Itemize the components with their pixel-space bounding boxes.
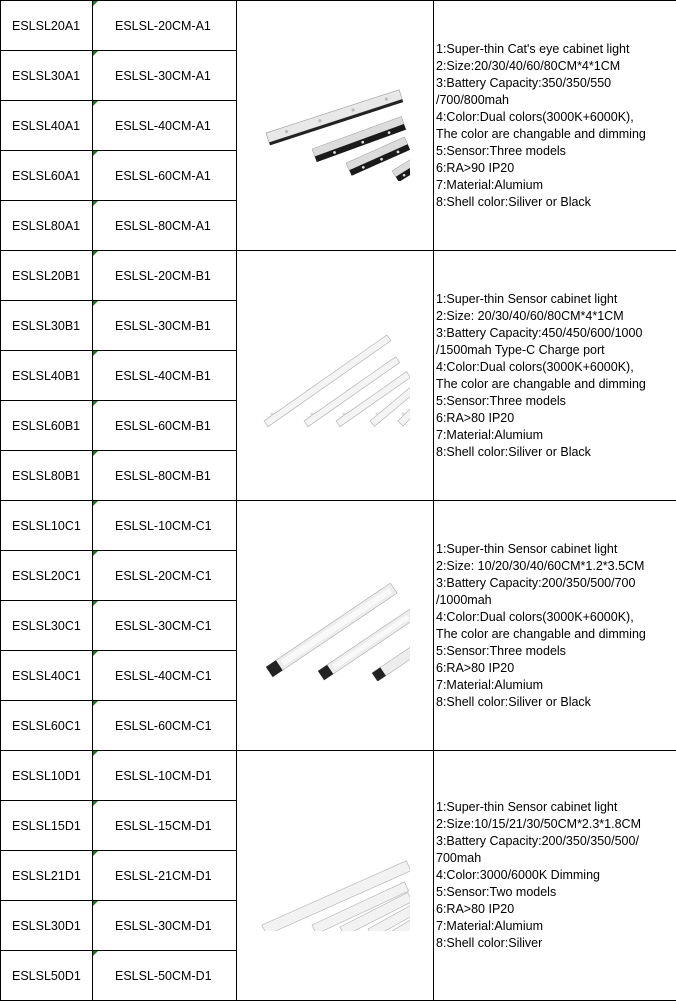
spec-line: 3:Battery Capacity:200/350/500/700: [436, 575, 636, 590]
spec-line: 1:Super-thin Sensor cabinet light: [436, 291, 618, 306]
model-cell: ESLSL10C1: [1, 501, 93, 551]
spec-line: 3:Battery Capacity:200/350/350/500/: [436, 834, 639, 848]
product-code-cell: ESLSL-30CM-D1: [93, 901, 237, 951]
spec-line: The color are changable and dimming: [436, 126, 646, 141]
table-row: [1, 251, 676, 301]
spec-line: The color are changable and dimming: [436, 626, 646, 641]
spec-line: 5:Sensor:Two models: [436, 885, 557, 899]
model-cell: ESLSL30C1: [1, 601, 93, 651]
product-code-cell: ESLSL-20CM-A1: [93, 1, 237, 51]
product-code-cell: ESLSL-15CM-D1: [93, 801, 237, 851]
spec-line: 5:Sensor:Three models: [436, 143, 566, 158]
spec-line: 8:Shell color:Siliver or Black: [436, 694, 591, 709]
spec-line: 3:Battery Capacity:350/350/550: [436, 75, 612, 90]
model-cell: ESLSL40A1: [1, 101, 93, 151]
spec-line: /1000mah: [436, 592, 492, 607]
spec-line: The color are changable and dimming: [436, 376, 646, 391]
product-code-cell: ESLSL-40CM-B1: [93, 351, 237, 401]
model-cell: ESLSL20B1: [1, 251, 93, 301]
product-code-cell: ESLSL-40CM-C1: [93, 651, 237, 701]
spec-description-cell: [434, 251, 676, 501]
product-code-cell: ESLSL-30CM-A1: [93, 51, 237, 101]
spec-line: 7:Material:Alumium: [436, 177, 543, 192]
spec-description-cell: [434, 501, 676, 751]
spec-line: 4:Color:3000/6000K Dimming: [436, 868, 600, 882]
model-cell: ESLSL20C1: [1, 551, 93, 601]
spec-line: 7:Material:Alumium: [436, 427, 543, 442]
product-code-cell: ESLSL-30CM-C1: [93, 601, 237, 651]
product-code-cell: ESLSL-60CM-B1: [93, 401, 237, 451]
product-code-cell: ESLSL-21CM-D1: [93, 851, 237, 901]
model-cell: ESLSL40C1: [1, 651, 93, 701]
spec-line: 8:Shell color:Siliver or Black: [436, 444, 591, 459]
product-code-cell: ESLSL-10CM-C1: [93, 501, 237, 551]
model-cell: ESLSL30B1: [1, 301, 93, 351]
spec-line: 8:Shell color:Siliver: [436, 936, 543, 950]
spec-line: 5:Sensor:Three models: [436, 393, 566, 408]
model-cell: ESLSL15D1: [1, 801, 93, 851]
table-row: [1, 751, 676, 801]
spec-line: 2:Size:10/15/21/30/50CM*2.3*1.8CM: [436, 817, 641, 831]
sensor-light-b1-product-image: [237, 251, 434, 501]
spec-line: 7:Material:Alumium: [436, 919, 543, 933]
product-code-cell: ESLSL-60CM-A1: [93, 151, 237, 201]
spec-line: 4:Color:Dual colors(3000K+6000K),: [436, 609, 634, 624]
product-code-cell: ESLSL-20CM-B1: [93, 251, 237, 301]
table-row: [1, 501, 676, 551]
product-code-cell: ESLSL-40CM-A1: [93, 101, 237, 151]
model-cell: ESLSL30D1: [1, 901, 93, 951]
model-cell: ESLSL50D1: [1, 951, 93, 1001]
spec-line: 3:Battery Capacity:450/450/600/1000: [436, 325, 643, 340]
product-code-cell: ESLSL-50CM-D1: [93, 951, 237, 1001]
spec-line: 6:RA>90 IP20: [436, 160, 515, 175]
spec-line: 4:Color:Dual colors(3000K+6000K),: [436, 359, 634, 374]
model-cell: ESLSL10D1: [1, 751, 93, 801]
spec-line: 700mah: [436, 851, 482, 865]
spec-line: 8:Shell color:Siliver or Black: [436, 194, 591, 209]
spec-line: 5:Sensor:Three models: [436, 643, 566, 658]
product-code-cell: ESLSL-80CM-B1: [93, 451, 237, 501]
product-code-cell: ESLSL-60CM-C1: [93, 701, 237, 751]
cats-eye-light-product-image: [237, 1, 434, 251]
spec-line: 2:Size:20/30/40/60/80CM*4*1CM: [436, 58, 621, 73]
spec-description-cell: [434, 1, 676, 251]
spec-line: 2:Size: 20/30/40/60/80CM*4*1CM: [436, 308, 624, 323]
spec-line: /700/800mah: [436, 92, 509, 107]
model-cell: ESLSL40B1: [1, 351, 93, 401]
product-code-cell: ESLSL-10CM-D1: [93, 751, 237, 801]
product-code-cell: ESLSL-20CM-C1: [93, 551, 237, 601]
model-cell: ESLSL30A1: [1, 51, 93, 101]
model-cell: ESLSL21D1: [1, 851, 93, 901]
product-code-cell: ESLSL-80CM-A1: [93, 201, 237, 251]
model-cell: ESLSL80A1: [1, 201, 93, 251]
spec-line: 1:Super-thin Cat's eye cabinet light: [436, 41, 630, 56]
product-code-cell: ESLSL-30CM-B1: [93, 301, 237, 351]
spec-line: 4:Color:Dual colors(3000K+6000K),: [436, 109, 634, 124]
spec-line: 6:RA>80 IP20: [436, 660, 515, 675]
spec-line: 6:RA>80 IP20: [436, 410, 515, 425]
spec-line: 6:RA>80 IP20: [436, 902, 515, 916]
spec-line: 2:Size: 10/20/30/40/60CM*1.2*3.5CM: [436, 558, 645, 573]
spec-line: 7:Material:Alumium: [436, 677, 543, 692]
model-cell: ESLSL60B1: [1, 401, 93, 451]
model-cell: ESLSL60C1: [1, 701, 93, 751]
model-cell: ESLSL20A1: [1, 1, 93, 51]
spec-description-cell: [434, 751, 676, 1001]
spec-line: /1500mah Type-C Charge port: [436, 342, 605, 357]
sensor-light-d1-product-image: [237, 751, 434, 1001]
model-cell: ESLSL60A1: [1, 151, 93, 201]
table-row: [1, 1, 676, 51]
model-cell: ESLSL80B1: [1, 451, 93, 501]
spec-line: 1:Super-thin Sensor cabinet light: [436, 800, 618, 814]
sensor-light-c1-product-image: [237, 501, 434, 751]
spec-line: 1:Super-thin Sensor cabinet light: [436, 541, 618, 556]
